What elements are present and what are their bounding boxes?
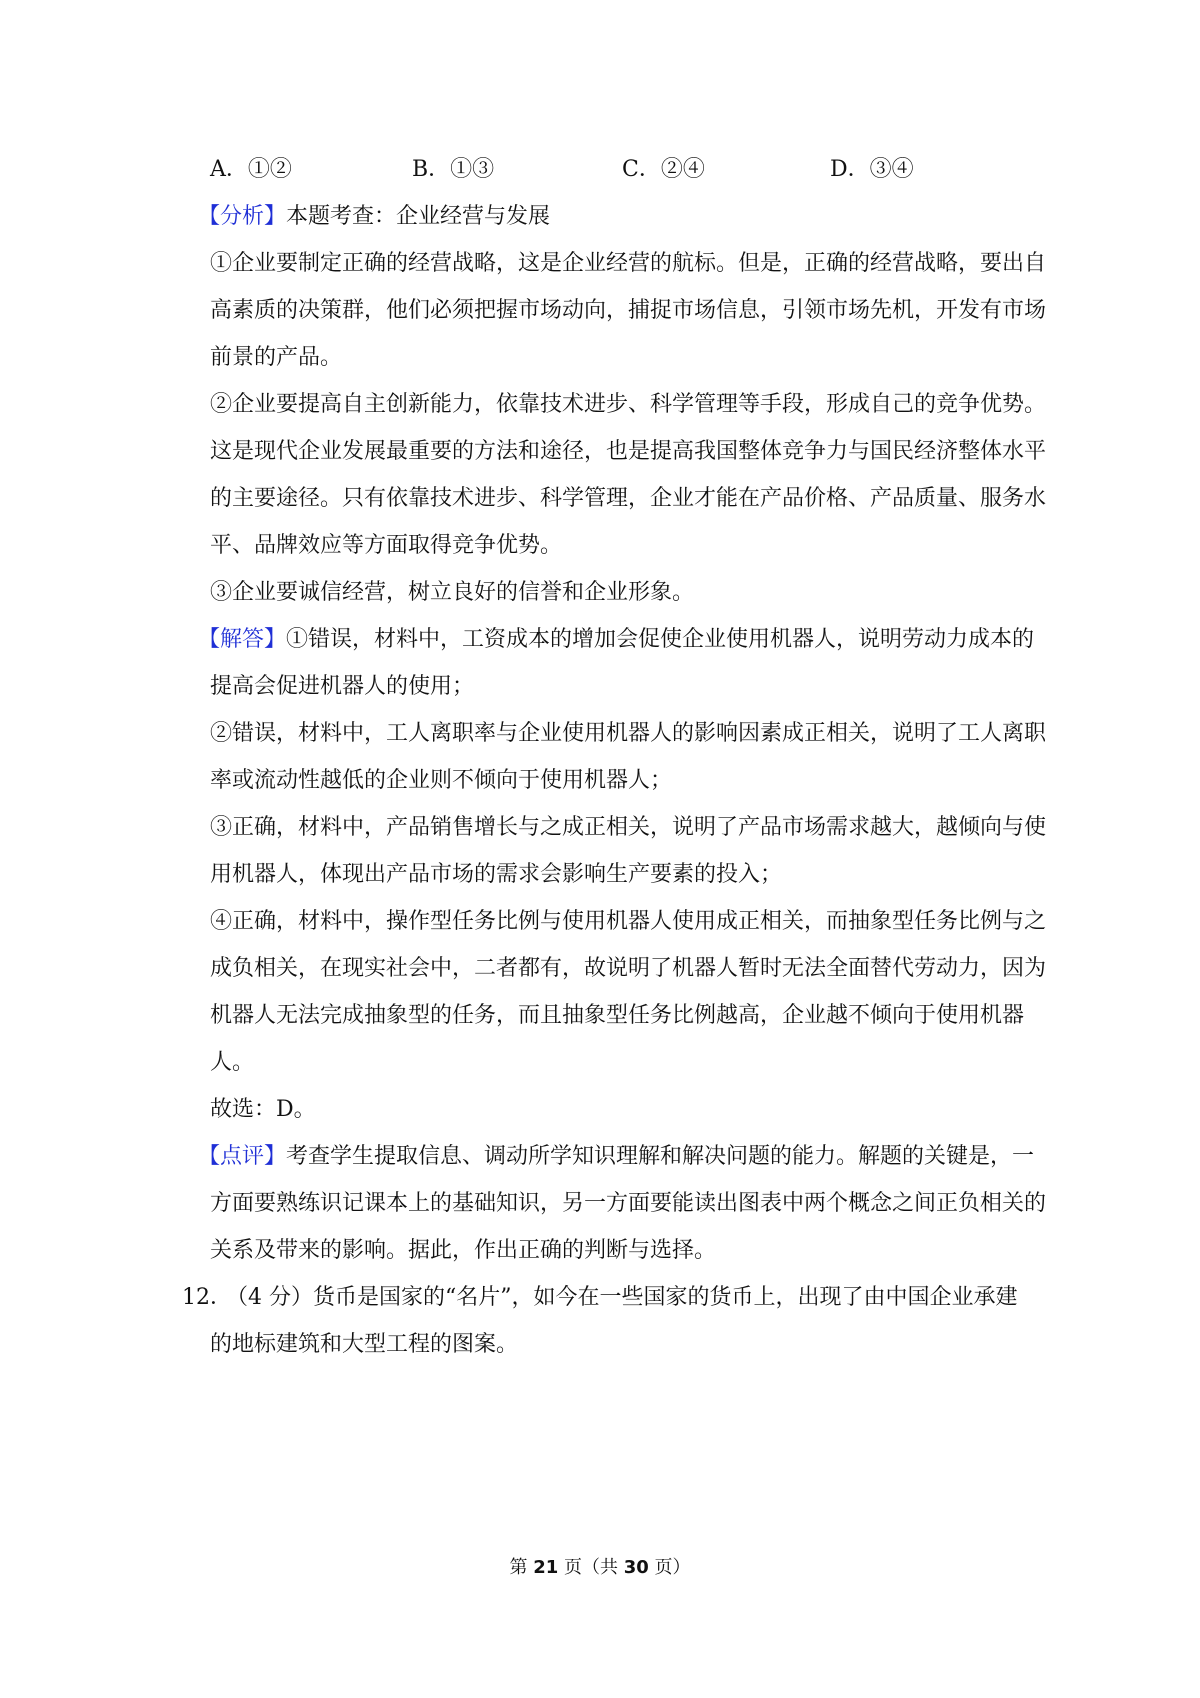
answer-p4-line: 机器人无法完成抽象型的任务，而且抽象型任务比例越高，企业越不倾向于使用机器 <box>210 1003 1025 1028</box>
answer-p4-line: 成负相关，在现实社会中，二者都有，故说明了机器人暂时无法全面替代劳动力，因为 <box>210 956 1047 981</box>
analysis-p3: ③企业要诚信经营，树立良好的信誉和企业形象。 <box>210 580 695 605</box>
option-d: D．③④ <box>830 157 914 182</box>
analysis-intro: 【分析】本题考查：企业经营与发展 <box>198 204 551 229</box>
analysis-p2-line: 这是现代企业发展最重要的方法和途径，也是提高我国整体竞争力与国民经济整体水平 <box>210 439 1047 464</box>
answer-p3-line: 用机器人，体现出产品市场的需求会影响生产要素的投入； <box>210 862 783 887</box>
answer-options <box>0 154 1200 186</box>
answer-p4-line: 人。 <box>210 1050 255 1075</box>
answer-p2-line: ②错误，材料中，工人离职率与企业使用机器人的影响因素成正相关，说明了工人离职 <box>210 721 1047 746</box>
question-number: 12． <box>182 1285 232 1310</box>
page-number: 21 <box>533 1557 559 1578</box>
page-footer: 第 21 页（共 30 页） <box>509 1557 691 1578</box>
question-12-line: 的地标建筑和大型工程的图案。 <box>210 1332 519 1357</box>
analysis-p1-line: 高素质的决策群，他们必须把握市场动向，捕捉市场信息，引领市场先机，开发有市场 <box>210 298 1047 323</box>
answer-p1-line: 提高会促进机器人的使用； <box>210 674 475 699</box>
answer-p2-line: 率或流动性越低的企业则不倾向于使用机器人； <box>210 768 673 793</box>
analysis-p2-line: ②企业要提高自主创新能力，依靠技术进步、科学管理等手段，形成自己的竞争优势。 <box>210 392 1047 417</box>
analysis-p1-line: 前景的产品。 <box>210 345 343 370</box>
option-c: C．②④ <box>622 157 705 182</box>
analysis-p2-line: 平、品牌效应等方面取得竞争优势。 <box>210 533 563 558</box>
page-total: 30 <box>623 1557 649 1578</box>
answer-tag: 【解答】 <box>198 627 287 652</box>
analysis-tag: 【分析】 <box>198 204 287 229</box>
answer-first-line: 【解答】①错误，材料中，工资成本的增加会促使企业使用机器人，说明劳动力成本的 <box>198 627 1035 652</box>
question-12-line: （4 分）货币是国家的“名片”，如今在一些国家的货币上，出现了由中国企业承建 <box>226 1285 1018 1310</box>
comment-line: 方面要熟练识记课本上的基础知识，另一方面要能读出图表中两个概念之间正负相关的 <box>210 1191 1047 1216</box>
option-b: B．①③ <box>412 157 495 182</box>
comment-tag: 【点评】 <box>198 1144 287 1169</box>
comment-first-line: 【点评】考查学生提取信息、调动所学知识理解和解决问题的能力。解题的关键是，一 <box>198 1144 1035 1169</box>
analysis-p1-line: ①企业要制定正确的经营战略，这是企业经营的航标。但是，正确的经营战略，要出自 <box>210 251 1047 276</box>
option-a: A．①② <box>210 157 292 182</box>
analysis-p2-line: 的主要途径。只有依靠技术进步、科学管理，企业才能在产品价格、产品质量、服务水 <box>210 486 1047 511</box>
answer-choice: 故选：D。 <box>210 1097 316 1122</box>
answer-p3-line: ③正确，材料中，产品销售增长与之成正相关，说明了产品市场需求越大，越倾向与使 <box>210 815 1047 840</box>
comment-line: 关系及带来的影响。据此，作出正确的判断与选择。 <box>210 1238 717 1263</box>
answer-p4-line: ④正确，材料中，操作型任务比例与使用机器人使用成正相关，而抽象型任务比例与之 <box>210 909 1047 934</box>
